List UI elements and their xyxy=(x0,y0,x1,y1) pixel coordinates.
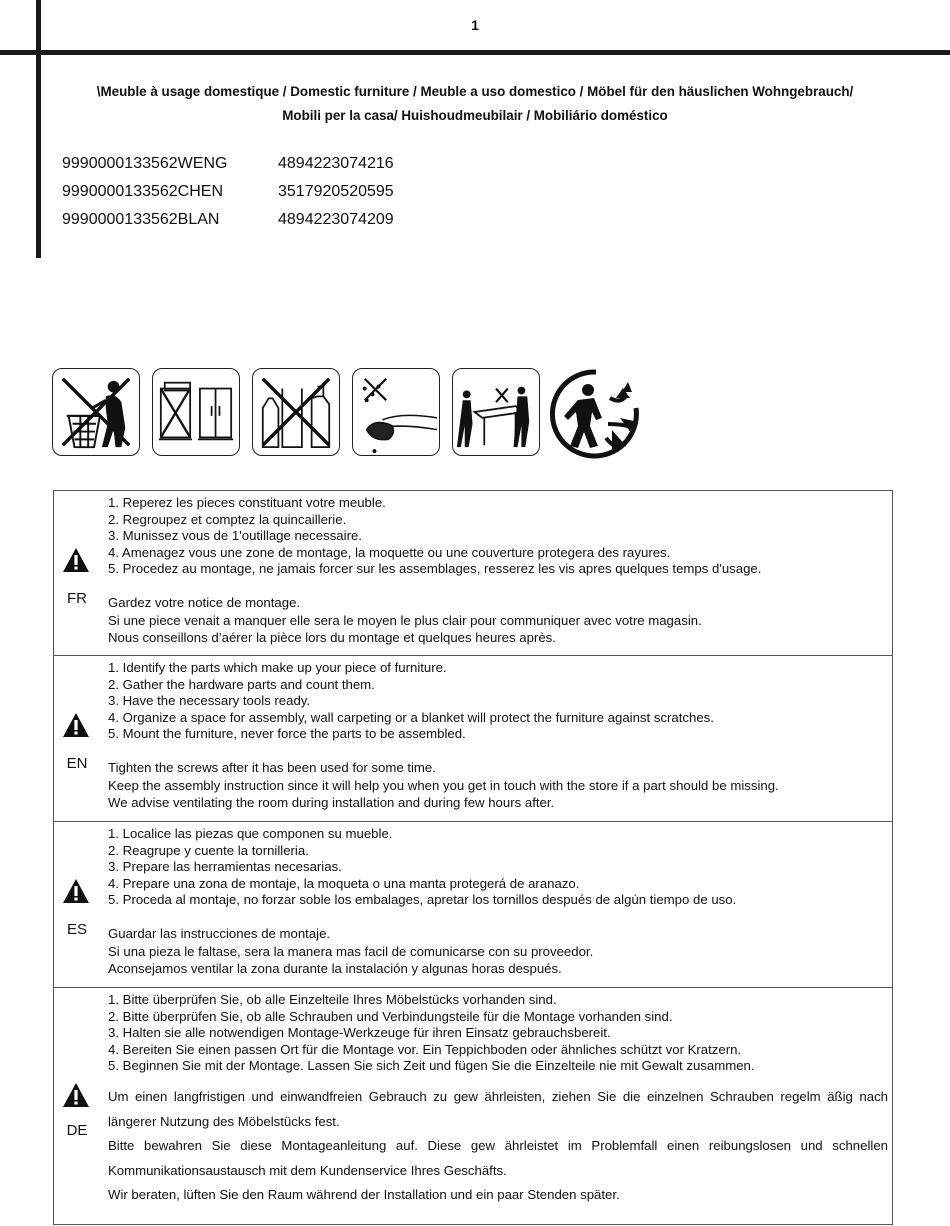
language-code: ES xyxy=(66,921,87,938)
note: Nous conseillons d’aérer la pièce lors du montage et quelques heures après. xyxy=(108,630,556,645)
list-item: 5. Proceda al montaje, no forzar soble los embalages, apretar los tornillos después de algún tiempo de uso. xyxy=(108,892,737,907)
title-line-2: Mobili per la casa/ Huishoudmeubilair / Mobiliário doméstico xyxy=(282,108,668,123)
note: Um einen langfristigen und einwandfreien Gebrauch zu gew ährleisten, ziehen Sie die einzelnen Schrauben regelm äßig nach längerer Nutzung des Möbelstücks fest. xyxy=(108,1089,888,1129)
instruction-list xyxy=(108,660,714,743)
no-chemicals-icon xyxy=(252,368,340,456)
language-section-es xyxy=(54,822,892,988)
instructions-table xyxy=(53,490,893,1225)
list-item: 1. Reperez les pieces constituant votre meuble. xyxy=(108,495,386,510)
document-title xyxy=(60,80,890,128)
product-row xyxy=(62,208,394,236)
list-item: 2. Reagrupe y cuente la tornilleria. xyxy=(108,842,309,858)
notes xyxy=(108,759,779,812)
notes xyxy=(108,925,593,978)
list-item: 5. Beginnen Sie mit der Montage. Lassen Sie sich Zeit und fügen Sie die Einzelteile nie mit Gewalt zusammen. xyxy=(108,1058,755,1073)
product-codes xyxy=(62,152,394,236)
note: Si una pieza le faltase, sera la manera mas facil de comunicarse con su proveedor. xyxy=(108,943,594,959)
product-ref: 9990000133562BLAN xyxy=(62,211,220,228)
language-code: EN xyxy=(66,755,88,772)
product-ref: 9990000133562CHEN xyxy=(62,183,224,200)
note: Si une piece venait a manquer elle sera le moyen le plus clair pour communiquer avec votre magasin. xyxy=(108,612,702,628)
title-line-1: \Meuble à usage domestique / Domestic furniture / Meuble a uso domestico / Möbel für den häuslichen Wohngebrauch/ xyxy=(96,84,854,99)
list-item: 1. Localice las piezas que componen su mueble. xyxy=(108,826,393,841)
list-item: 4. Organize a space for assembly, wall carpeting or a blanket will protect the furniture against scratches. xyxy=(108,709,714,725)
list-item: 3. Prepare las herramientas necesarias. xyxy=(108,859,342,874)
note: Wir beraten, lüften Sie den Raum während der Installation und ein paar Stenden später. xyxy=(108,1187,620,1202)
list-item: 1. Identify the parts which make up your piece of furniture. xyxy=(108,660,447,675)
product-ean: 4894223074216 xyxy=(278,155,394,172)
product-row xyxy=(62,180,394,208)
warning-icon xyxy=(62,712,90,738)
list-item: 5. Mount the furniture, never force the parts to be assembled. xyxy=(108,726,466,741)
product-ean: 4894223074209 xyxy=(278,211,394,228)
language-section-en xyxy=(54,656,892,822)
list-item: 3. Have the necessary tools ready. xyxy=(108,693,311,708)
instruction-list xyxy=(108,992,755,1075)
warning-icon xyxy=(62,547,90,573)
language-section-fr xyxy=(54,491,892,656)
list-item: 1. Bitte überprüfen Sie, ob alle Einzelteile Ihres Möbelstücks vorhanden sind. xyxy=(108,992,557,1007)
note: Keep the assembly instruction since it will help you when you get in touch with the store if a part should be missing. xyxy=(108,777,779,793)
product-row xyxy=(62,152,394,180)
left-margin-rule xyxy=(36,0,41,258)
notes xyxy=(108,1085,888,1208)
note: We advise ventilating the room during installation and during few hours after. xyxy=(108,795,555,810)
list-item: 4. Prepare una zona de montaje, la moqueta o una manta protegerá de aranazo. xyxy=(108,875,580,891)
list-item: 2. Regroupez et comptez la quincaillerie. xyxy=(108,511,347,527)
no-stacking-icon xyxy=(152,368,240,456)
language-section-de xyxy=(54,988,892,1224)
no-litter-icon xyxy=(52,368,140,456)
product-ean: 3517920520595 xyxy=(278,183,394,200)
list-item: 4. Bereiten Sie einen passen Ort für die Montage vor. Ein Teppichboden oder ähnliches schützt vor Kratzern. xyxy=(108,1041,742,1057)
instruction-list xyxy=(108,495,761,578)
note: Gardez votre notice de montage. xyxy=(108,595,301,610)
note: Bitte bewahren Sie diese Montageanleitung auf. Diese gew ährleistet im Problemfall einen reibungslosen und schnellen Kommunikationsaustausch mit dem Kundenservice Ihres Geschäfts. xyxy=(108,1138,888,1178)
note: Tighten the screws after it has been used for some time. xyxy=(108,760,436,775)
list-item: 5. Procedez au montage, ne jamais forcer sur les assemblages, resserez les vis apres quelques temps d'usage. xyxy=(108,561,762,576)
language-code: FR xyxy=(67,590,87,607)
instruction-list xyxy=(108,826,736,909)
list-item: 4. Amenagez vous une zone de montage, la moquette ou une couverture protegera des rayures. xyxy=(108,544,671,560)
warning-icon xyxy=(62,878,90,904)
list-item: 3. Munissez vous de 1'outillage necessaire. xyxy=(108,528,362,543)
notes xyxy=(108,594,702,647)
note: Aconsejamos ventilar la zona durante la instalación y algunas horas después. xyxy=(108,961,562,976)
two-person-assembly-icon xyxy=(452,368,540,456)
list-item: 3. Halten sie alle notwendigen Montage-Werkzeuge für ihren Einsatz gebrauchsbereit. xyxy=(108,1025,611,1040)
list-item: 2. Bitte überprüfen Sie, ob alle Schrauben und Verbindungsteile für die Montage vorhanden sind. xyxy=(108,1008,673,1024)
header-rule xyxy=(0,50,950,55)
triman-recycling-icon xyxy=(550,368,646,460)
product-ref: 9990000133562WENG xyxy=(62,155,228,172)
list-item: 2. Gather the hardware parts and count them. xyxy=(108,676,375,692)
dry-cloth-cleaning-icon xyxy=(352,368,440,456)
note: Guardar las instrucciones de montaje. xyxy=(108,926,331,941)
warning-icon xyxy=(62,1082,90,1108)
page-number: 1 xyxy=(471,17,479,33)
language-code: DE xyxy=(66,1122,88,1139)
